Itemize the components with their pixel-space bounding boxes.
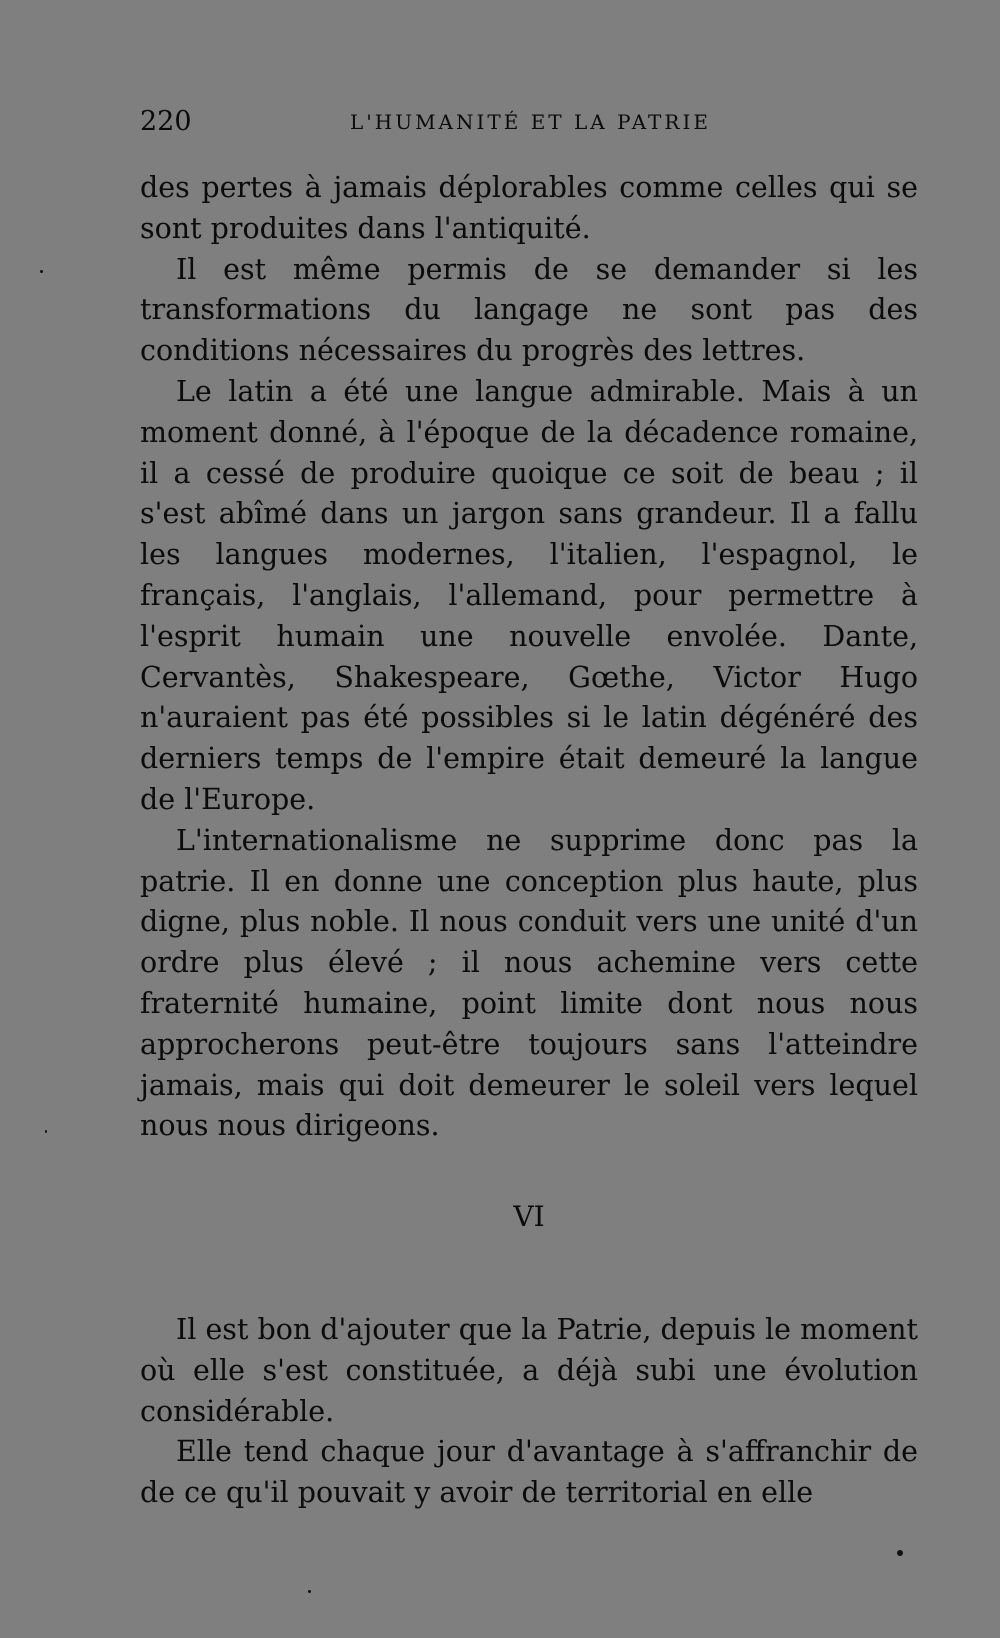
paragraph: Le latin a été une langue admirable. Mais à un moment donné, à l'époque de la décadence romaine, il a cessé de produire quoique ce soit de beau ; il s'est abîmé dans un jargon sans grandeur. Il a fallu les langues modernes, l'italien, l'espagnol, le français, l'anglais, l'allemand, pour permettre à l'esprit humain une nouvelle envolée. Dante, Cervantès, Shakespeare, Gœthe, Victor Hugo n'auraient pas été possibles si le latin dégénéré des derniers temps de l'empire était demeuré la langue de l'Europe.	[140, 374, 918, 816]
section-heading: VI	[513, 1200, 545, 1233]
body-text-section-1	[140, 168, 918, 1147]
paragraph: Elle tend chaque jour d'avantage à s'affranchir de de ce qu'il pouvait y avoir de territorial en elle	[140, 1435, 918, 1510]
scan-speck	[308, 1590, 311, 1593]
scan-speck	[40, 270, 43, 273]
page-header	[140, 106, 920, 146]
paragraph: des pertes à jamais déplorables comme celles qui se sont produites dans l'antiquité.	[140, 171, 918, 245]
scan-speck	[45, 1130, 47, 1133]
body-text-section-2	[140, 1310, 918, 1514]
paragraph: Il est bon d'ajouter que la Patrie, depuis le moment où elle s'est constituée, a déjà subi une évolution considérable.	[140, 1313, 918, 1428]
paragraph: L'internationalisme ne supprime donc pas la patrie. Il en donne une conception plus haute, plus digne, plus noble. Il nous conduit vers une unité d'un ordre plus élevé ; il nous achemine vers cette fraternité humaine, point limite dont nous nous approcherons peut-être toujours sans l'atteindre jamais, mais qui doit demeurer le soleil vers lequel nous nous dirigeons.	[140, 823, 918, 1143]
paragraph: Il est même permis de se demander si les transformations du langage ne sont pas des conditions nécessaires du progrès des lettres.	[140, 252, 918, 368]
scan-speck	[897, 1550, 903, 1556]
running-title: L'HUMANITÉ ET LA PATRIE	[350, 110, 711, 134]
page-number: 220	[140, 106, 192, 137]
